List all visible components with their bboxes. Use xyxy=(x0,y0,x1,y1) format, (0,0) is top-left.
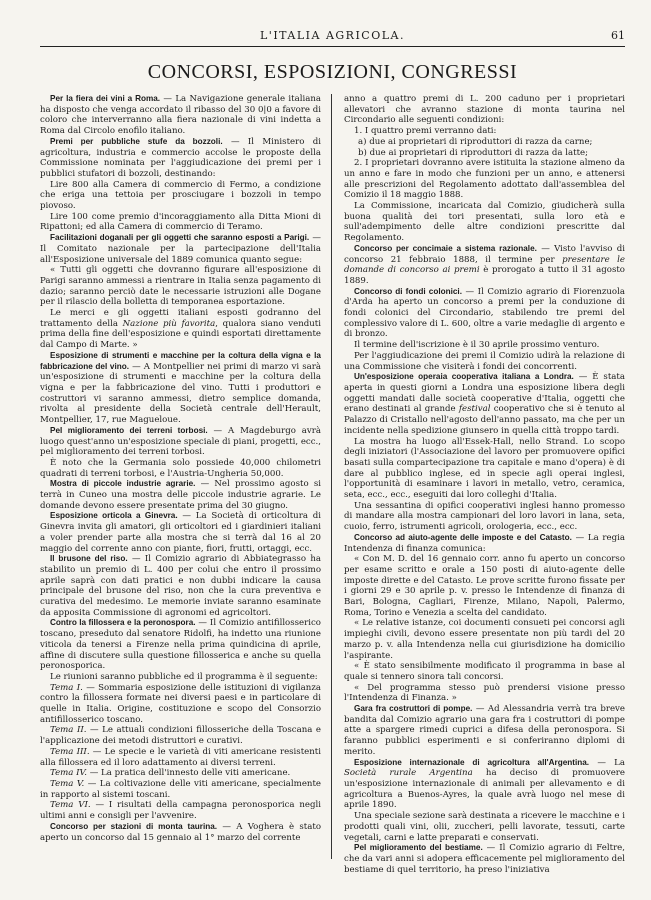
article-paragraph: Le merci e gli oggetti italiani esposti godranno del trattamento della Nazione più favorita, qualora siano venduti prima della fine dell'esposizione e quindi esportati direttamente dal Campo di Marte. » xyxy=(40,308,321,351)
article-paragraph: Concorso ad aiuto-agente delle imposte e del Catasto. — La regia Intendenza di finanza comunica: xyxy=(344,532,625,554)
article-paragraph: La mostra ha luogo all'Essek-Hall, nello Strand. Lo scopo degli iniziatori (l'Associazione del lavoro per promuovere opifici basati sulla compartecipazione tra capitale e mano d'opera) è di dare al pubblico inglese, ed in specie agli operai inglesi, l'opportunità di esaminare i lavori in metallo, vetro, ceramica, seta, ecc., ecc., eseguiti dai loro colleghi d'Italia. xyxy=(344,436,625,501)
article-paragraph: Esposizione internazionale di agricoltura all'Argentina. — La Società rurale Argentina ha deciso di promuovere un'esposizione internazionale di animali per allevamento e di agricoltura a Buenos-Ayres, la quale avrà luogo nel mese di aprile 1890. xyxy=(344,757,626,811)
article-paragraph: Facilitazioni doganali per gli oggetti che saranno esposti a Parigi. — Il Comitato nazionale per la partecipazione dell'Italia all'Esposizione universale del 1889 comunica quanto segue: xyxy=(40,233,322,265)
article-paragraph: « Le relative istanze, coi documenti consueti pei concorsi agli impieghi civili, devono essere presentate non più tardi del 20 marzo p. v. alla Intendenza nella cui giurisdizione ha domicilio l'aspirante. xyxy=(344,618,625,661)
condition-subitem: b) due ai proprietari di riproduttori di razza da latte; xyxy=(358,147,589,158)
article-paragraph: Per la fiera dei vini a Roma. — La Navigazione generale italiana ha disposto che venga accordato il ribasso del 30 0|0 a favore di coloro che interverranno alla fiera nazionale di vini indetta a Roma dal Circolo enofilo italiano. xyxy=(40,94,321,137)
article-paragraph: Concorso per stazioni di monta taurina. — A Voghera è stato aperto un concorso dal 15 gennaio al 1° marzo del corrente xyxy=(40,821,322,843)
article-paragraph: « È stato sensibilmente modificato il programma in base al quale si tennero sinora tali concorsi. xyxy=(344,661,625,682)
article-paragraph: Mostra di piccole industrie agrarie. — Nel prossimo agosto si terrà in Cuneo una mostra delle piccole industrie agrarie. Le domande devono essere presentate prima del 30 giugno. xyxy=(40,479,321,511)
article-paragraph: « Tutti gli oggetti che dovranno figurare all'esposizione di Parigi saranno ammessi a rientrare in Italia senza pagamento di dazio; saranno perciò date le necessarie istruzioni alle Dogane per il rilascio della bolletta di temporanea esportazione. xyxy=(40,265,321,308)
condition-item: 2. I proprietari dovranno avere istituita la stazione almeno da un anno e fare in modo che funzioni per un anno, e attenersi alle prescrizioni del Regolamento adottato dall'assemblea del Comizio il 18 maggio 1888. xyxy=(344,158,625,201)
program-item: Tema III. — Le specie e le varietà di viti americane resistenti alla fillossera ed il loro adattamento ai diversi terreni. xyxy=(40,746,321,768)
article-paragraph: Concorso di fondi colonici. — Il Comizio agrario di Fiorenzuola d'Arda ha aperto un concorso a premi per la conduzione di fondi colonici del Circondario, stabilendo tre premi del complessivo valore di L. 600, oltre a varie medaglie di argento e di bronzo. xyxy=(344,286,625,340)
article-paragraph: Esposizione di strumenti e macchine per la coltura della vigna e la fabbricazione del vino. — A Montpellier nei primi di marzo vi sarà un'esposizione di strumenti e macchine per la coltura della vigna e per la fabbricazione del vino. Tutti i produttori e costruttori vi saranno ammessi, dietro semplice domanda, rivolta al presidente della Società centrale dell'Herault, Montpellier, 17, rue Magueloue. xyxy=(40,350,321,426)
right-column xyxy=(331,94,626,875)
program-item: Tema IV. — La pratica dell'innesto delle viti americane. xyxy=(50,768,291,779)
running-header xyxy=(40,28,625,47)
article-paragraph: Contro la fillossera e la peronospora. — Il Comizio antifillosserico toscano, preseduto dal senatore Ridolfi, ha indetto una riunione viticola da tenersi a Firenze nella prima quindicina di aprile, affine di discutere sulla questione fillosserica e anche su quella peronosporica. xyxy=(40,618,321,672)
article-paragraph: Premi per pubbliche stufe da bozzoli. — Il Ministero di agricoltura, industria e commercio accolse le proposte della Commissione nominata per l'aggiudicazione dei premi per i pubblici stufatori di bozzoli, destinando: xyxy=(40,136,321,179)
condition-subitem: a) due ai proprietari di riproduttori di razza da carne; xyxy=(358,136,593,147)
program-item: Tema V. — La coltivazione delle viti americane, specialmente in rapporto al sistemi toscani. xyxy=(40,779,321,800)
article-paragraph: Le riunioni saranno pubbliche ed il programma è il seguente: xyxy=(50,671,318,682)
section-headline: CONCORSI, ESPOSIZIONI, CONGRESSI xyxy=(147,61,518,83)
article-paragraph: È noto che la Germania solo possiede 40,000 chilometri quadrati di terreni torbosi, e l'Austria-Ungheria 50,000. xyxy=(40,457,321,479)
article-paragraph: Gara fra costruttori di pompe. — Ad Alessandria verrà tra breve bandita dal Comizio agrario una gara fra i costruttori di pompe atte a spargere rimedi cuprici a difesa della peronospora. Si faranno pubblici esperimenti e si conferiranno diplomi di merito. xyxy=(344,704,625,757)
article-paragraph: Pel miglioramento del bestiame. — Il Comizio agrario di Feltre, che da vari anni si adopera efficacemente pel miglioramento del bestiame di quel territorio, ha preso l'iniziativa xyxy=(344,843,625,875)
article-paragraph: Una sessantina di opifici cooperativi inglesi hanno promesso di mandare alla mostra campionari del loro lavori in lana, seta, cuoio, ferro, istrumenti agricoli, orologeria, ecc., ecc. xyxy=(344,500,625,533)
article-paragraph: Per l'aggiudicazione dei premi il Comizio udirà la relazione di una Commissione che visiterà i fondi dei concorrenti. xyxy=(344,350,625,372)
program-item: Tema VI. — I risultati della campagna peronosporica negli ultimi anni e consigli per l'avvenire. xyxy=(40,800,321,822)
article-columns xyxy=(40,94,626,875)
article-paragraph: Lire 100 come premio d'incoraggiamento alla Ditta Mioni di Ripattoni; ed alla Camera di commercio di Teramo. xyxy=(40,211,321,233)
article-paragraph: Concorso per concimaie a sistema razionale. — Visto l'avviso di concorso 21 febbraio 1888, il termine per presentare le domande di concorso ai premi è prorogato a tutto il 31 agosto 1889. xyxy=(344,243,626,286)
page xyxy=(40,28,625,888)
page-number: 61 xyxy=(611,29,625,42)
left-column xyxy=(40,94,331,859)
article-paragraph: Una speciale sezione sarà destinata a ricevere le macchine e i prodotti quali vini, olii, zuccheri, pelli lavorate, tessuti, carte vegetali, carni e latte preparati e conservati. xyxy=(344,811,625,843)
journal-title: L'ITALIA AGRICOLA. xyxy=(260,29,405,42)
article-paragraph: Un'esposizione operaia cooperativa italiana a Londra. — È stata aperta in questi giorni a Londra una esposizione libera degli oggetti mandati dalle società cooperative d'Italia, oggetti che erano destinati al grande festival cooperativo che si è tenuto al Palazzo di Cristallo nell'agosto dell'anno passato, ma che per un incidente nella spedizione giunsero in quella città troppo tardi. xyxy=(344,372,625,436)
article-paragraph: « Con M. D. del 16 gennaio corr. anno fu aperto un concorso per esame scritto e orale a 150 posti di aiuto-agente delle imposte dirette e del Catasto. Le prove scritte furono fissate per i giorni 29 e 30 aprile p. v. presso le Intendenze di finanza di Bari, Bologna, Cagliari, Firenze, Milano, Napoli, Palermo, Roma, Torino e Venezia a scelta del candidato. xyxy=(344,554,625,618)
article-paragraph: Lire 800 alla Camera di commercio di Fermo, a condizione che eriga una tettoia per prosciugare i bozzoli in tempo piovoso. xyxy=(40,179,321,212)
condition-item: 1. I quattro premi verranno dati: xyxy=(354,126,497,137)
program-item: Tema I. — Sommaria esposizione delle istituzioni di vigilanza contro la fillossera formate nei diversi paesi e in particolare di quelle in Italia. Origine, costituzione e scopo del Consorzio antifillosserico toscano. xyxy=(40,682,321,725)
article-paragraph: anno a quattro premi di L. 200 caduno per i proprietari allevatori che avranno stazione di monta taurina nel Circondario alle seguenti condizioni: xyxy=(344,94,625,126)
program-item: Tema II. — Le attuali condizioni fillosseriche della Toscana e l'applicazione dei metodi distruttori e curativi. xyxy=(40,725,321,747)
article-paragraph: Pel miglioramento dei terreni torbosi. — A Magdeburgo avrà luogo quest'anno un'esposizione speciale di piani, progetti, ecc., pel miglioramento dei terreni torbosi. xyxy=(40,425,321,458)
article-paragraph: Il termine dell'iscrizione è il 30 aprile prossimo venturo. xyxy=(354,340,600,351)
article-paragraph: « Del programma stesso può prendersi visione presso l'Intendenza di Finanza. » xyxy=(344,682,625,704)
article-paragraph: Il brusone del riso. — Il Comizio agrario di Abbiategrasso ha stabilito un premio di L. 400 per colui che entro il prossimo aprile saprà con dati pratici e non dubbi indicare la causa principale del brusone del riso, non che la cura preventiva e curativa del medesimo. Le memorie inviate saranno esaminate da apposita Commissione di agronomi ed agricoltori. xyxy=(40,554,321,618)
article-paragraph: Esposizione orticola a Ginevra. — La Società di orticoltura di Ginevra invita gli amatori, gli orticoltori ed i giardinieri italiani a voler prender parte alla mostra che si terrà dal 16 al 20 maggio del corrente anno con piante, fiori, frutti, ortaggi, ecc. xyxy=(40,511,321,554)
article-paragraph: La Commissione, incaricata dal Comizio, giudicherà sulla buona qualità dei tori presentati, sulla loro età e sull'adempimento delle altre condizioni prescritte dal Regolamento. xyxy=(344,201,625,244)
